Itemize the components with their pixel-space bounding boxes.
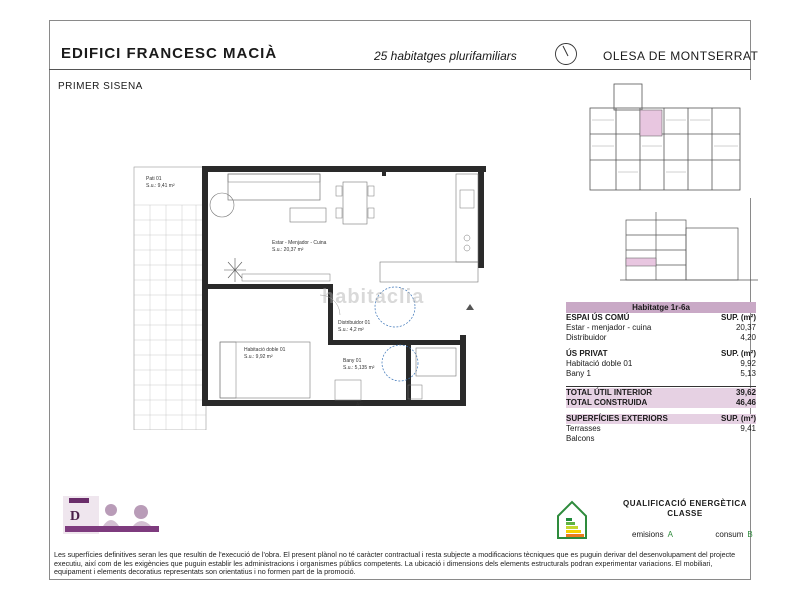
common-unit-header: SUP. (m²): [721, 313, 756, 322]
row-name: Distribuidor: [566, 333, 607, 342]
bathroom-area: S.u.: 5,135 m²: [343, 365, 375, 371]
row-value: 9,41: [740, 424, 756, 433]
table-title: Habitatge 1r-6a: [566, 302, 756, 313]
distributor-area: S.u.: 4,2 m²: [338, 327, 364, 333]
common-header-row: [566, 313, 756, 323]
row-name: Estar - menjador - cuina: [566, 323, 652, 332]
total-construida-row: [566, 398, 756, 408]
row-value: 5,13: [740, 369, 756, 378]
common-header: ESPAI ÚS COMÚ: [566, 313, 630, 322]
table-row: [566, 333, 756, 343]
total-util-row: [566, 388, 756, 398]
ac-label: AC: [356, 402, 363, 408]
bedroom-area: S.u.: 9,92 m²: [244, 354, 273, 360]
building-title: EDIFICI FRANCESC MACIÀ: [61, 45, 278, 62]
logo-letter: D: [70, 509, 81, 524]
table-row: [566, 424, 756, 434]
table-row: [566, 434, 756, 444]
total-util-label: TOTAL ÚTIL INTERIOR: [566, 388, 653, 397]
total-util-value: 39,62: [735, 388, 756, 397]
location-label: OLESA DE MONTSERRAT: [603, 49, 759, 63]
exterior-header: SUPERFÍCIES EXTERIORS: [566, 414, 668, 423]
emissions-grade: A: [667, 530, 673, 539]
legal-disclaimer: Les superfícies definitives seran les que resultin de l'execució de l'obra. El present plànol no té caràcter contractual i resta subjecte a modificacions tècniques que es puguin derivar del desenvolupament del projecte executiu, així com de les exigències que puguin establir les administracions i organismes públics competents. La ubicació i dimensions dels elements estructurals podran experimentar variacions. El mobiliari, equipament i elements decoratius representats son orientatius i no formen part de la promoció.: [54, 550, 736, 577]
building-subtitle: 25 habitatges plurifamiliars: [374, 49, 517, 63]
row-name: Bany 1: [566, 369, 591, 378]
site-key-plan: [580, 80, 758, 198]
row-name: Balcons: [566, 434, 595, 443]
section-key-plan: [620, 208, 758, 290]
floor-plan-drawing: [130, 160, 490, 430]
row-value: 20,37: [735, 323, 756, 332]
bedroom-label: Habitació doble 01: [244, 347, 286, 353]
row-value: 4,20: [740, 333, 756, 342]
patio-area: S.u.: 9,41 m²: [146, 183, 175, 189]
row-value: 9,92: [740, 359, 756, 368]
living-room-label: Estar - Menjador - Cuina: [272, 240, 327, 246]
total-construida-label: TOTAL CONSTRUIDA: [566, 398, 648, 407]
distributor-label: Distribuidor 01: [338, 320, 371, 326]
row-name: Terrasses: [566, 424, 601, 433]
consum-grade: B: [747, 530, 753, 539]
watermark: habitaclia: [322, 286, 425, 308]
private-unit-header: SUP. (m²): [721, 349, 756, 358]
energy-grades: [632, 530, 757, 539]
patio-label: Pati 01: [146, 176, 162, 182]
north-compass-icon: [554, 42, 578, 66]
living-room-area: S.u.: 20,37 m²: [272, 247, 304, 253]
private-header: ÚS PRIVAT: [566, 349, 608, 358]
private-header-row: [566, 349, 756, 359]
total-construida-value: 46,46: [735, 398, 756, 407]
table-row: [566, 323, 756, 333]
exterior-unit-header: SUP. (m²): [721, 414, 756, 423]
floor-label: PRIMER SISENA: [58, 81, 143, 92]
emissions-label: emisions: [632, 530, 664, 539]
consum-label: consum: [715, 530, 744, 539]
exterior-header-row: [566, 414, 756, 424]
table-row: [566, 359, 756, 369]
header-divider: [49, 69, 751, 70]
surfaces-table: [566, 302, 756, 444]
row-name: Habitació doble 01: [566, 359, 633, 368]
table-row: [566, 369, 756, 379]
energy-title: QUALIFICACIÓ ENERGÈTICA CLASSE: [623, 499, 747, 518]
bathroom-label: Bany 01: [343, 358, 362, 364]
